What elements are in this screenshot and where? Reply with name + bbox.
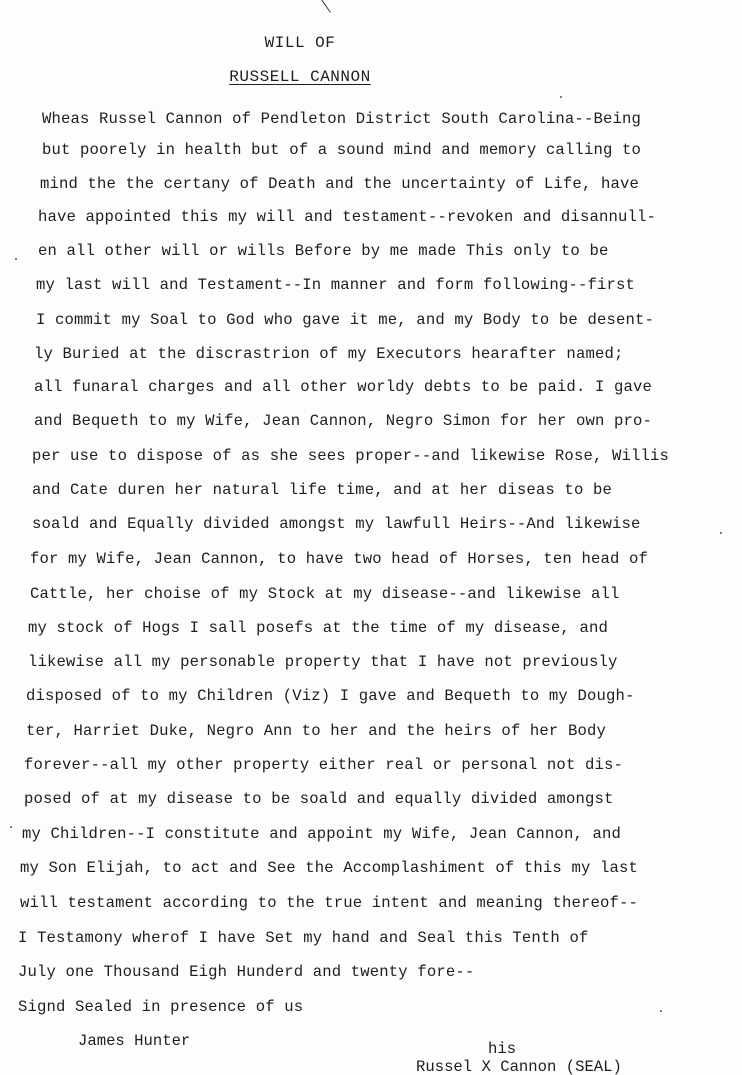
body-line: I Testamony wherof I have Set my hand and Seal this Tenth of <box>18 929 589 947</box>
testator-signature: Russel X Cannon (SEAL) <box>416 1058 622 1075</box>
body-line: will testament according to the true intent and meaning thereof-- <box>20 894 639 912</box>
body-line: my last will and Testament--In manner and form following--first <box>36 276 635 294</box>
body-line: all funaral charges and all other worldy debts to be paid. I gave <box>34 378 653 396</box>
body-line: but poorely in health but of a sound mind and memory calling to <box>42 141 641 159</box>
body-line: ter, Harriet Duke, Negro Ann to her and the heirs of her Body <box>26 722 606 740</box>
body-line: ly Buried at the discrastrion of my Executors hearafter named; <box>34 345 624 363</box>
body-line: mind the the certany of Death and the uncertainty of Life, have <box>40 175 639 193</box>
scan-speck <box>660 1010 662 1012</box>
body-line: en all other will or wills Before by me made This only to be <box>38 242 609 260</box>
body-line: my stock of Hogs I sall posefs at the time of my disease, and <box>28 619 608 637</box>
body-line: I commit my Soal to God who gave it me, and my Body to be desent- <box>36 311 655 329</box>
body-line: for my Wife, Jean Cannon, to have two head of Horses, ten head of <box>30 550 649 568</box>
body-line: my Children--I constitute and appoint my Wife, Jean Cannon, and <box>22 825 621 843</box>
scan-speck <box>720 532 722 534</box>
scan-speck <box>560 96 562 98</box>
body-line: per use to dispose of as she sees proper--and likewise Rose, Willis <box>32 447 670 465</box>
witness-name: James Hunter <box>78 1032 191 1050</box>
body-line: Cattle, her choise of my Stock at my disease--and likewise all <box>30 585 620 603</box>
body-line: and Bequeth to my Wife, Jean Cannon, Negro Simon for her own pro- <box>34 412 653 430</box>
body-line: likewise all my personable property that I have not previously <box>28 653 618 671</box>
scan-speck <box>10 826 12 828</box>
his-label: his <box>488 1040 517 1058</box>
body-line: have appointed this my will and testament--revoken and disannull- <box>38 208 657 226</box>
body-line: Wheas Russel Cannon of Pendleton District South Carolina--Being <box>42 110 641 128</box>
body-line: forever--all my other property either real or personal not dis- <box>24 756 623 774</box>
body-line: disposed of to my Children (Viz) I gave and Bequeth to my Dough- <box>26 687 635 705</box>
body-line: posed of at my disease to be soald and equally divided amongst <box>24 790 614 808</box>
body-line: and Cate duren her natural life time, and at her diseas to be <box>32 481 612 499</box>
body-line: soald and Equally divided amongst my lawfull Heirs--And likewise <box>32 515 641 533</box>
scan-speck <box>15 258 17 260</box>
testator-name-heading: RUSSELL CANNON <box>229 68 371 86</box>
body-line: July one Thousand Eigh Hunderd and twenty fore-- <box>18 963 475 981</box>
document-title: WILL OF <box>264 34 336 52</box>
body-line: my Son Elijah, to act and See the Accomplashiment of this my last <box>20 859 639 877</box>
body-line: Signd Sealed in presence of us <box>18 998 304 1016</box>
pen-mark <box>308 0 331 21</box>
